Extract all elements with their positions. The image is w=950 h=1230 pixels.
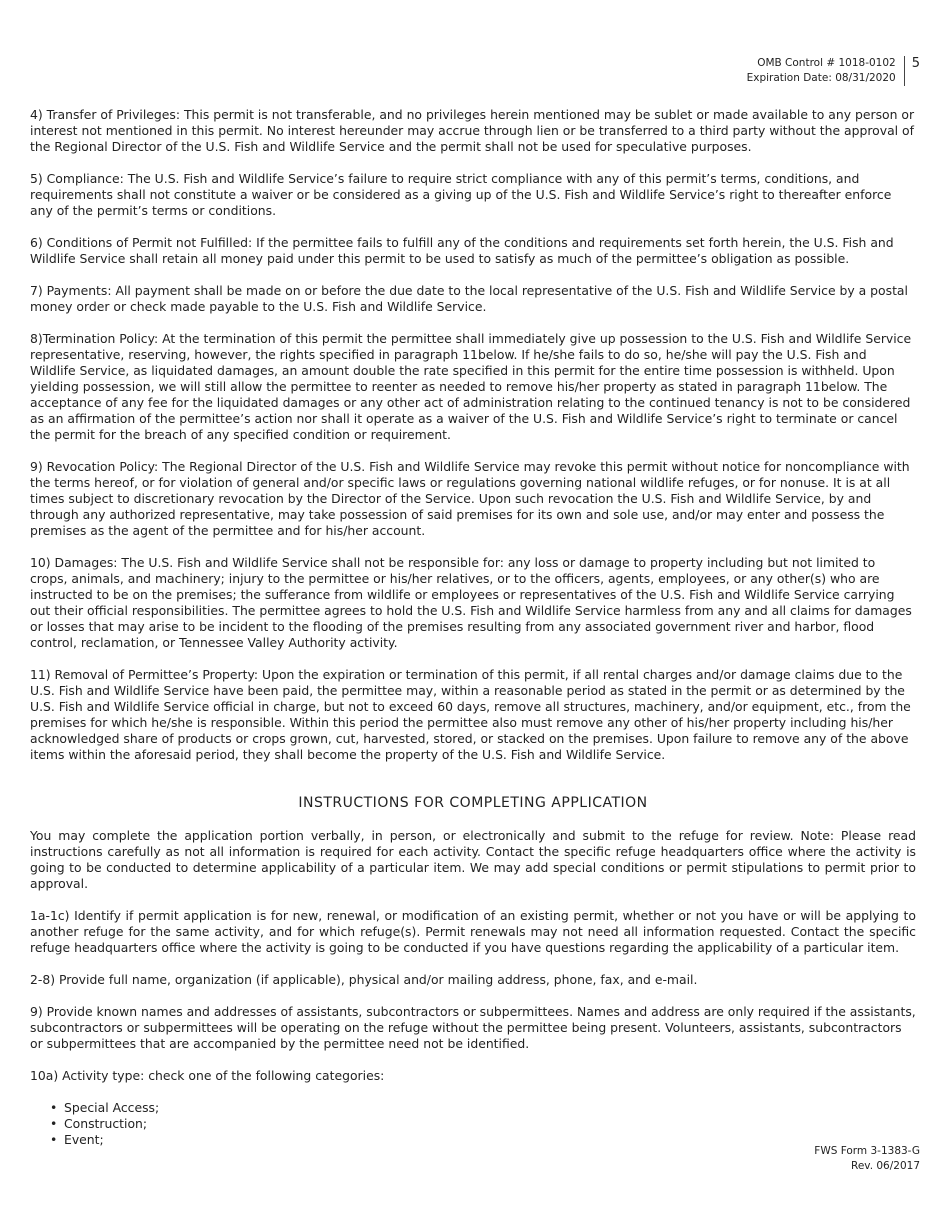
list-item: • Event; — [50, 1132, 916, 1148]
instruction-item-2-8: 2-8) Provide full name, organization (if applicable), physical and/or mailing address, phone, fax, and e-mail. — [30, 972, 698, 987]
paragraph-transfer-of-privileges: 4) Transfer of Privileges: This permit is not transferable, and no privileges herein mentioned may be sublet or made available to any person or interest not mentioned in this permit. No interest hereunder may accrue through lien or be transferred to a third party without the approval of the Regional Director of the U.S. Fish and Wildlife Service and the permit shall not be used for speculative purposes. — [30, 107, 915, 154]
omb-info — [747, 56, 905, 86]
paragraph-conditions-not-fulfilled: 6) Conditions of Permit not Fulfilled: If the permittee fails to fulfill any of the conditions and requirements set forth herein, the U.S. Fish and Wildlife Service shall retain all money paid under this permit to be used to satisfy as much of the permittee’s obligation as possible. — [30, 235, 894, 266]
list-item: • Construction; — [50, 1116, 916, 1132]
page-number: 5 — [911, 56, 920, 71]
activity-category-list — [30, 1100, 916, 1148]
document-body — [30, 107, 916, 1148]
paragraph-revocation-policy: 9) Revocation Policy: The Regional Director of the U.S. Fish and Wildlife Service may revoke this permit without notice for noncompliance with the terms hereof, or for violation of general and/or specific laws or regulations governing national wildlife refuges, or for nonuse. It is at all times subject to discretionary revocation by the Director of the Service. Upon such revocation the U.S. Fish and Wildlife Service, by and through any authorized representative, may take possession of said premises for its own and sole use, and/or may enter and possess the premises as the agent of the permittee and for his/her account. — [30, 459, 910, 538]
page-footer — [814, 1144, 920, 1174]
instructions-intro: You may complete the application portion verbally, in person, or electronically and submit to the refuge for review. Note: Please read instructions carefully as not all information is required for each activity. Contact the specific refuge headquarters office where the activity is going to be conducted to determine applicability of a particular item. We may add special conditions or permit stipulations to permit prior to approval. — [30, 828, 916, 891]
paragraph-compliance: 5) Compliance: The U.S. Fish and Wildlife Service’s failure to require strict compliance with any of this permit’s terms, conditions, and requirements shall not constitute a waiver or be considered as a giving up of the U.S. Fish and Wildlife Service’s right to thereafter enforce any of the permit’s terms or conditions. — [30, 171, 892, 218]
instruction-item-10a: 10a) Activity type: check one of the following categories: — [30, 1068, 385, 1083]
paragraph-removal-of-property: 11) Removal of Permittee’s Property: Upon the expiration or termination of this permit, if all rental charges and/or damage claims due to the U.S. Fish and Wildlife Service have been paid, the permittee may, within a reasonable period as stated in the permit or as determined by the U.S. Fish and Wildlife Service official in charge, but not to exceed 60 days, remove all structures, machinery, and/or equipment, etc., from the premises for which he/she is responsible. Within this period the permittee also must remove any other of his/her property including his/her acknowledged share of products or crops grown, cut, harvested, stored, or stacked on the premises. Upon failure to remove any of the above items within the aforesaid period, they shall become the property of the U.S. Fish and Wildlife Service. — [30, 667, 911, 762]
paragraph-payments: 7) Payments: All payment shall be made on or before the due date to the local representative of the U.S. Fish and Wildlife Service by a postal money order or check made payable to the U.S. Fish and Wildlife Service. — [30, 283, 908, 314]
form-revision: Rev. 06/2017 — [851, 1160, 920, 1172]
omb-control-number: OMB Control # 1018-0102 — [757, 57, 896, 69]
page-header — [747, 56, 920, 86]
instructions-heading: INSTRUCTIONS FOR COMPLETING APPLICATION — [298, 795, 648, 811]
instruction-item-9: 9) Provide known names and addresses of assistants, subcontractors or subpermittees. Names and address are only required if the assistants, subcontractors or subpermittees will be operating on the refuge without the permittee being present. Volunteers, assistants, subcontractors or subpermittees that are accompanied by the permittee need not be identified. — [30, 1004, 916, 1051]
instruction-item-1a-1c: 1a-1c) Identify if permit application is for new, renewal, or modification of an existing permit, whether or not you have or will be applying to another refuge for the same activity, and for which refuge(s). Permit renewals may not need all information requested. Contact the specific refuge headquarters office where the activity is going to be conducted if you have questions regarding the applicability of a particular item. — [30, 908, 916, 955]
paragraph-termination-policy: 8)Termination Policy: At the termination of this permit the permittee shall immediately give up possession to the U.S. Fish and Wildlife Service representative, reserving, however, the rights specified in paragraph 11below. If he/she fails to do so, he/she will pay the U.S. Fish and Wildlife Service, as liquidated damages, an amount double the rate specified in this permit for the entire time possession is withheld. Upon yielding possession, we will still allow the permittee to reenter as needed to remove his/her property as stated in paragraph 11below. The acceptance of any fee for the liquidated damages or any other act of administration relating to the continued tenancy is not to be considered as an affirmation of the permittee’s action nor shall it operate as a waiver of the U.S. Fish and Wildlife Service’s right to terminate or cancel the permit for the breach of any specified condition or requirement. — [30, 331, 912, 442]
list-item: • Special Access; — [50, 1100, 916, 1116]
paragraph-damages: 10) Damages: The U.S. Fish and Wildlife Service shall not be responsible for: any loss or damage to property including but not limited to crops, animals, and machinery; injury to the permittee or his/her relatives, or to the officers, agents, employees, or any other(s) who are instructed to be on the premises; the sufferance from wildlife or employees or representatives of the U.S. Fish and Wildlife Service carrying out their official responsibilities. The permittee agrees to hold the U.S. Fish and Wildlife Service harmless from any and all claims for damages or losses that may arise to be incident to the flooding of the premises resulting from any associated government river and harbor, flood control, reclamation, or Tennessee Valley Authority activity. — [30, 555, 912, 650]
form-number: FWS Form 3-1383-G — [814, 1145, 920, 1157]
expiration-date: Expiration Date: 08/31/2020 — [746, 72, 896, 84]
